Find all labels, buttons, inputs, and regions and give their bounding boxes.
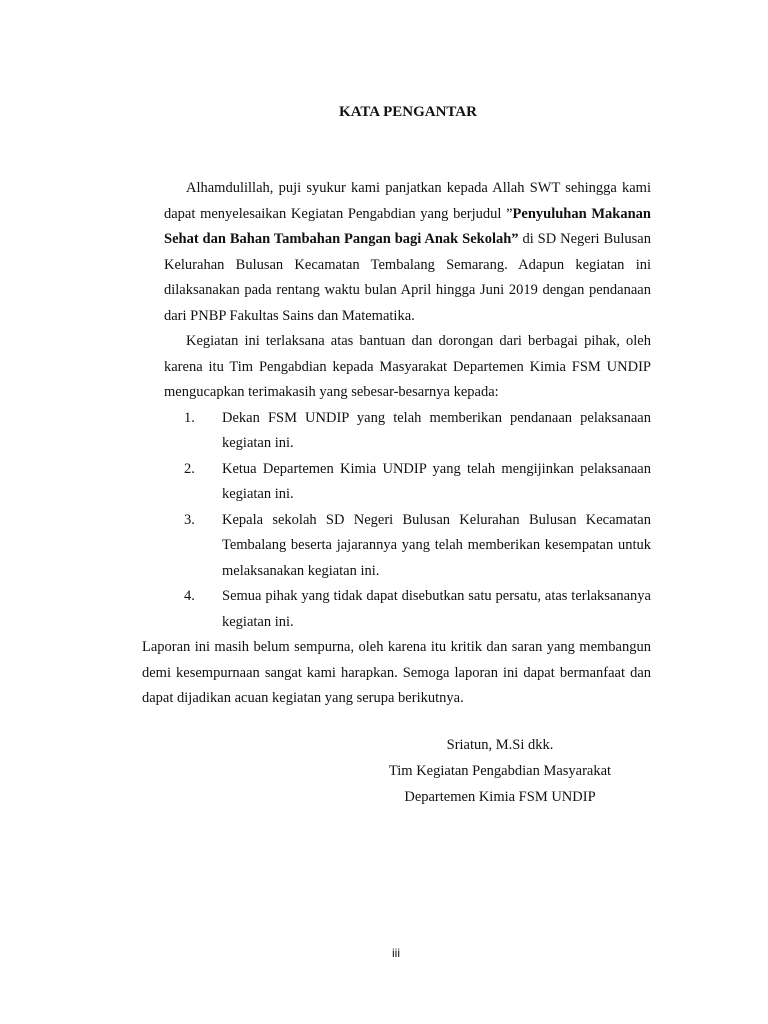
- list-item-text: Semua pihak yang tidak dapat disebutkan satu persatu, atas terlaksananya kegiatan ini.: [222, 588, 651, 630]
- intro-text-end: di SD Negeri Bulusan Kelurahan Bulusan Kecamatan Tembalang Semarang. Adapun kegiatan ini dilaksanakan pada rentang waktu bulan April hingga Juni 2019 dengan pendanaan dari PNBP Fakultas Sains dan Matematika.: [164, 231, 651, 324]
- page-number: iii: [392, 946, 400, 960]
- signature-department: Departemen Kimia FSM UNDIP: [404, 789, 596, 805]
- page-title: KATA PENGANTAR: [339, 104, 477, 120]
- document-body: [142, 176, 651, 712]
- list-item-text: Ketua Departemen Kimia UNDIP yang telah mengijinkan pelaksanaan kegiatan ini.: [222, 460, 651, 502]
- list-item: [164, 457, 651, 508]
- list-item: [164, 406, 651, 457]
- signature-name: Sriatun, M.Si dkk.: [446, 737, 554, 753]
- intro-paragraph: [164, 176, 651, 329]
- activity-title: Penyuluhan Makanan Sehat dan Bahan Tambahan Pangan bagi Anak Sekolah”: [164, 205, 651, 247]
- list-item: [164, 508, 651, 585]
- list-item-number: 4.: [184, 588, 195, 604]
- acknowledgement-paragraph: Kegiatan ini terlaksana atas bantuan dan dorongan dari berbagai pihak, oleh karena itu Tim Pengabdian kepada Masyarakat Departemen Kimia FSM UNDIP mengucapkan terimakasih yang sebesar-besarnya kepada:: [164, 333, 651, 400]
- list-item-number: 2.: [184, 460, 195, 477]
- intro-text-start: Alhamdulillah, puji syukur kami panjatkan kepada Allah SWT sehingga kami dapat menyelesaikan Kegiatan Pengabdian yang berjudul ”: [164, 180, 651, 222]
- acknowledgement-list: [164, 406, 651, 636]
- closing-paragraph: Laporan ini masih belum sempurna, oleh karena itu kritik dan saran yang membangun demi kesempurnaan sangat kami harapkan. Semoga laporan ini dapat bermanfaat dan dapat dijadikan acuan kegiatan yang serupa berikutnya.: [142, 639, 651, 706]
- signature-block: [380, 732, 620, 810]
- list-item: [164, 584, 651, 635]
- signature-team: Tim Kegiatan Pengabdian Masyarakat: [388, 763, 612, 779]
- list-item-text: Dekan FSM UNDIP yang telah memberikan pendanaan pelaksanaan kegiatan ini.: [222, 409, 651, 451]
- list-item-number: 3.: [184, 511, 195, 528]
- list-item-text: Kepala sekolah SD Negeri Bulusan Kelurahan Bulusan Kecamatan Tembalang beserta jajarannya yang telah memberikan kesempatan untuk melaksanakan kegiatan ini.: [222, 511, 651, 579]
- list-item-number: 1.: [184, 409, 195, 426]
